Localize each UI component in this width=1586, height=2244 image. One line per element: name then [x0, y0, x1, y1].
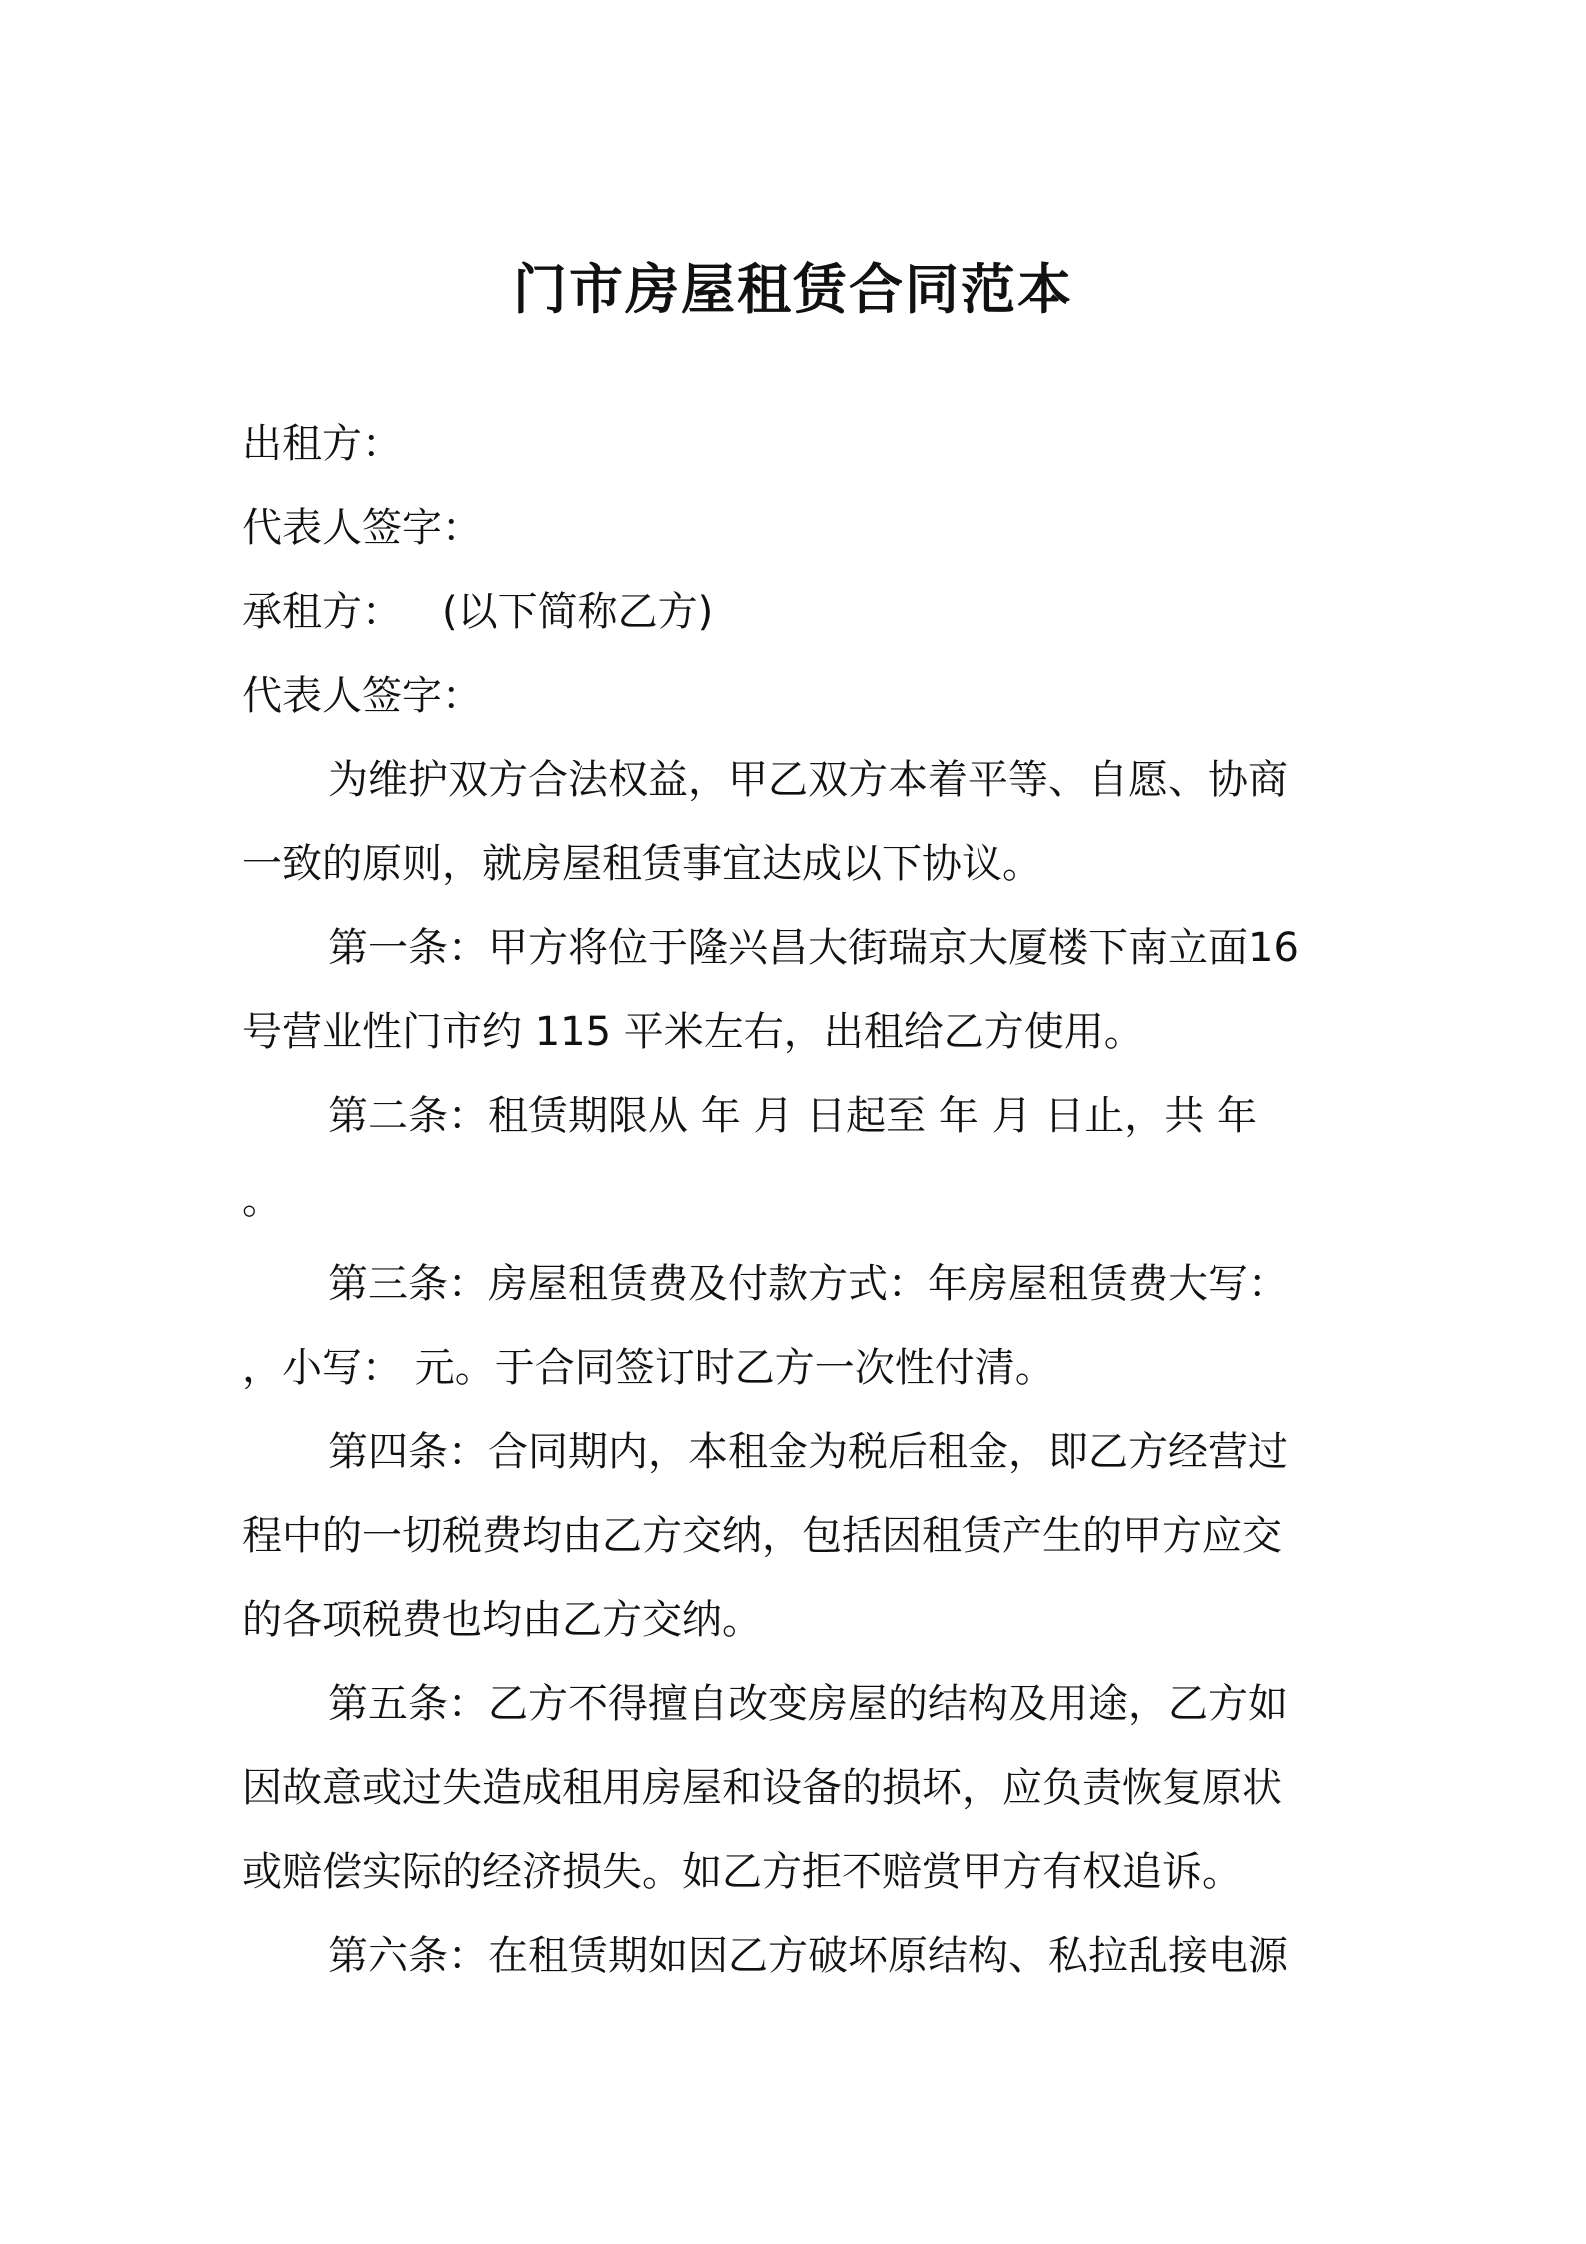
preamble-line-2: 一致的原则，就房屋租赁事宜达成以下协议。: [242, 841, 1042, 887]
lessee-note: (以下简称乙方): [442, 589, 714, 635]
article-4-line-2: 程中的一切税费均由乙方交纳，包括因租赁产生的甲方应交: [242, 1513, 1282, 1559]
article-4-line-1: 第四条：合同期内，本租金为税后租金，即乙方经营过: [328, 1429, 1288, 1475]
article-5-line-1: 第五条：乙方不得擅自改变房屋的结构及用途，乙方如: [328, 1681, 1288, 1727]
article-5-line-3: 或赔偿实际的经济损失。如乙方拒不赔赏甲方有权追诉。: [242, 1849, 1242, 1895]
article-3-line-1: 第三条：房屋租赁费及付款方式：年房屋租赁费大写：: [328, 1261, 1288, 1307]
article-3-line-2: ，小写： 元。于合同签订时乙方一次性付清。: [242, 1345, 1055, 1391]
article-2-line-2: 。: [242, 1177, 282, 1223]
lessee-line: [242, 584, 713, 640]
preamble-line-1: 为维护双方合法权益，甲乙双方本着平等、自愿、协商: [328, 757, 1288, 803]
document-title: 门市房屋租赁合同范本: [513, 258, 1073, 321]
lessee-representative-label: 代表人签字：: [242, 673, 482, 719]
article-2-line-1: 第二条：租赁期限从 年 月 日起至 年 月 日止，共 年: [328, 1093, 1258, 1139]
article-6-line-1: 第六条：在租赁期如因乙方破坏原结构、私拉乱接电源: [328, 1933, 1288, 1979]
lessor-label: 出租方：: [242, 421, 402, 467]
lessee-label: 承租方：: [242, 589, 402, 635]
article-4-line-3: 的各项税费也均由乙方交纳。: [242, 1597, 762, 1643]
lessor-representative-label: 代表人签字：: [242, 505, 482, 551]
article-5-line-2: 因故意或过失造成租用房屋和设备的损坏，应负责恢复原状: [242, 1765, 1282, 1811]
article-1-line-1: 第一条：甲方将位于隆兴昌大街瑞京大厦楼下南立面16: [328, 925, 1299, 971]
article-1-line-2: 号营业性门市约 115 平米左右，出租给乙方使用。: [242, 1009, 1144, 1055]
